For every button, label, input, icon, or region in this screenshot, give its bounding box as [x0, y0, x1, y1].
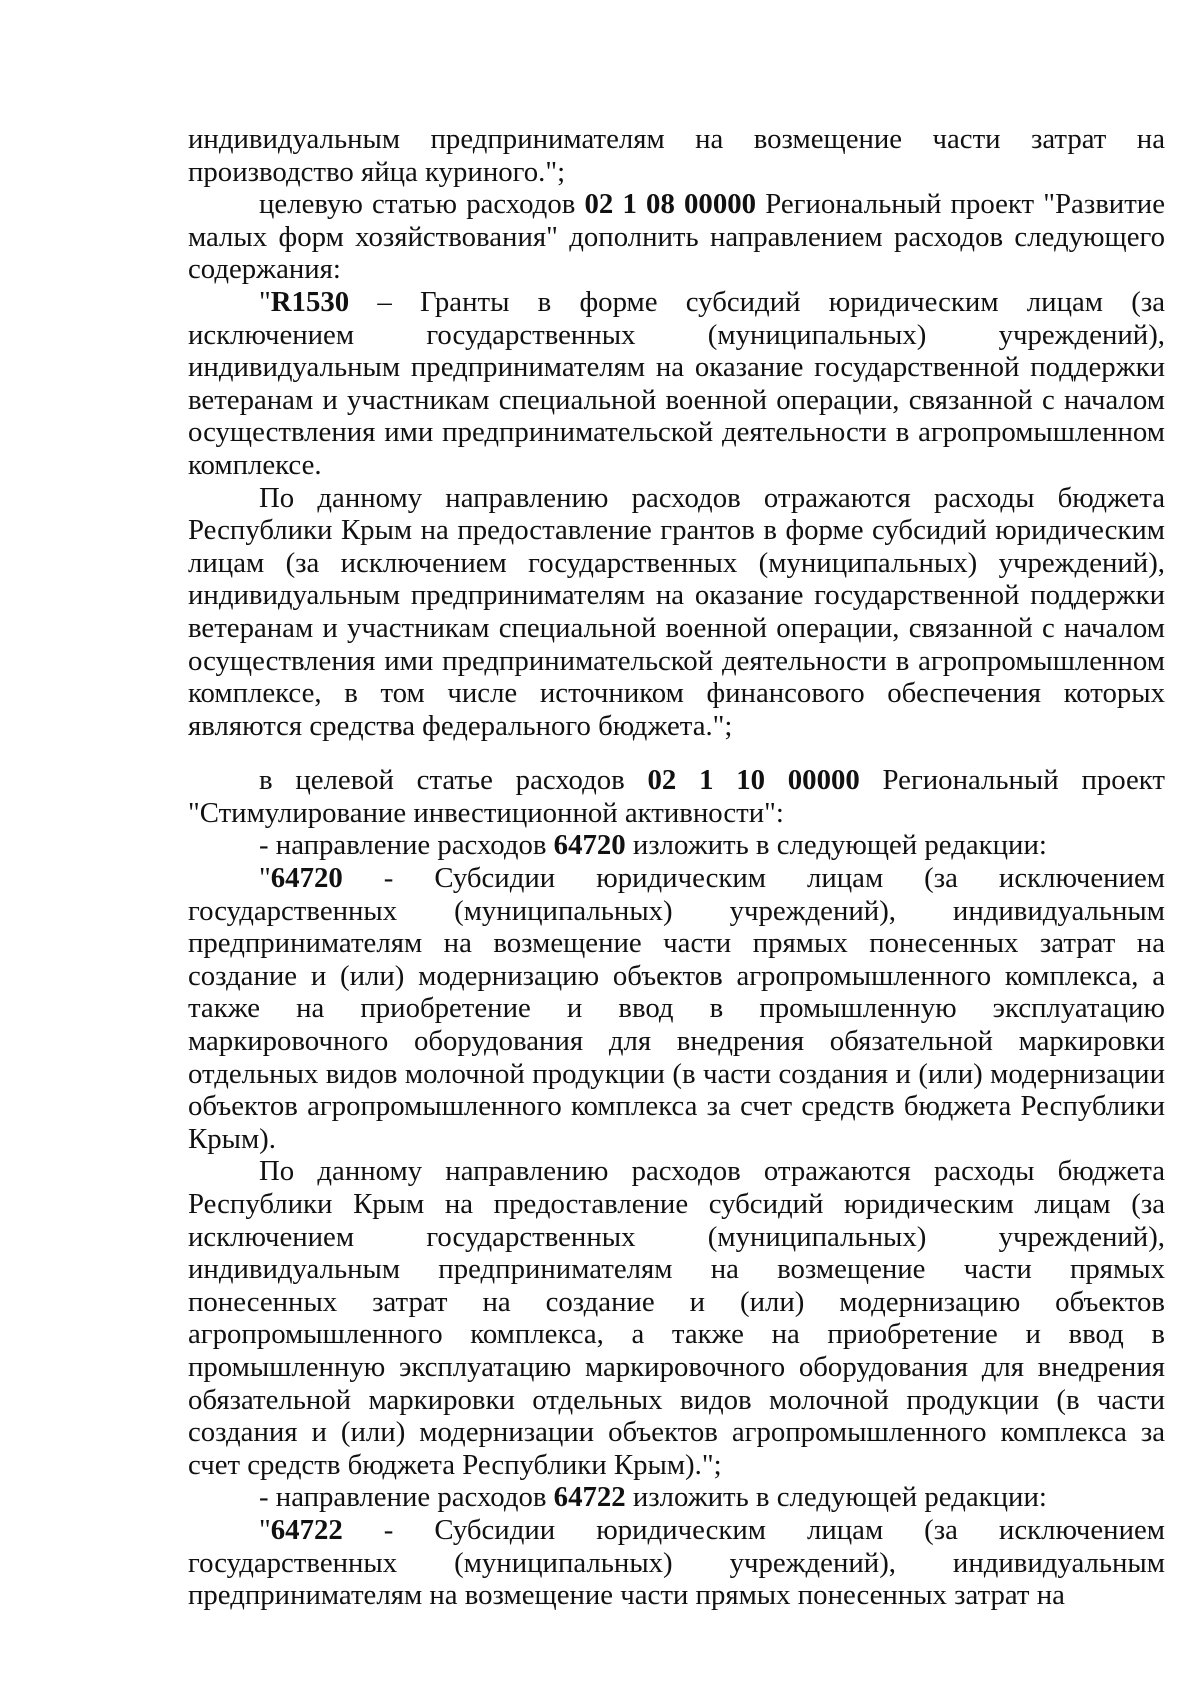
text-segment: - направление расходов [259, 1481, 554, 1514]
paragraph-direction-64720 [188, 862, 1165, 1155]
budget-code: 64720 [270, 862, 343, 895]
text-segment: - направление расходов [259, 829, 554, 862]
paragraph-64720-description: По данному направлению расходов отражаются расходы бюджета Республики Крым на предоставление субсидий юридическим лицам (за исключением государственных (муниципальных) учреждений), индивидуальным предпринимателям на возмещение части прямых понесенных затрат на создание и (или) модернизацию объектов агропромышленного комплекса, а также на приобретение и ввод в промышленную эксплуатацию маркировочного оборудования для внедрения обязательной маркировки отдельных видов молочной продукции (в части создания и (или) модернизации объектов агропромышленного комплекса за счет средств бюджета Республики Крым)."; [188, 1155, 1165, 1481]
text-segment: Региональный проект "Стимулирование инвестиционной активности": [188, 764, 1165, 829]
budget-code: 64722 [270, 1513, 343, 1546]
paragraph-amend-64722 [188, 1481, 1165, 1514]
paragraph-r1530-description: По данному направлению расходов отражаются расходы бюджета Республики Крым на предоставление грантов в форме субсидий юридическим лицам (за исключением государственных (муниципальных) учреждений), индивидуальным предпринимателям на оказание государственной поддержки ветеранам и участникам специальной военной операции, связанной с началом осуществления ими предпринимательской деятельности в агропромышленном комплексе, в том числе источником финансового обеспечения которых являются средства федерального бюджета."; [188, 481, 1165, 742]
paragraph-direction-64722 [188, 1514, 1165, 1612]
budget-code: 64722 [553, 1481, 626, 1514]
text-segment: - Субсидии юридическим лицам (за исключением государственных (муниципальных) учреждений), индивидуальным предпринимателям на возмещение части прямых понесенных затрат на [188, 1513, 1165, 1612]
text-segment: в целевой статье расходов [259, 764, 648, 797]
text-segment: целевую статью расходов [259, 188, 585, 221]
paragraph-spacer [188, 742, 1165, 764]
budget-code: 64720 [553, 829, 626, 862]
paragraph-direction-r1530 [188, 286, 1165, 482]
paragraph-target-article-02-1-08 [188, 188, 1165, 286]
quote-mark: " [259, 1513, 271, 1546]
budget-code: 02 1 08 00000 [584, 188, 757, 221]
text-segment: изложить в следующей редакции: [625, 829, 1047, 862]
document-page [188, 123, 1165, 1612]
text-segment: – Гранты в форме субсидий юридическим лицам (за исключением государственных (муниципальных) учреждений), индивидуальным предпринимателям на оказание государственной поддержки ветеранам и участникам специальной военной операции, связанной с началом осуществления ими предпринимательской деятельности в агропромышленном комплексе. [188, 285, 1165, 481]
paragraph-continuation: индивидуальным предпринимателям на возмещение части затрат на производство яйца куриного."; [188, 123, 1165, 188]
quote-mark: " [259, 285, 271, 318]
paragraph-target-article-02-1-10 [188, 764, 1165, 829]
text-segment: Региональный проект "Развитие малых форм хозяйствования" дополнить направлением расходов следующего содержания: [188, 188, 1165, 286]
paragraph-amend-64720 [188, 829, 1165, 862]
budget-code: 02 1 10 00000 [647, 764, 860, 797]
text-segment: изложить в следующей редакции: [625, 1481, 1047, 1514]
text-segment: - Субсидии юридическим лицам (за исключением государственных (муниципальных) учреждений), индивидуальным предпринимателям на возмещение части прямых понесенных затрат на создание и (или) модернизацию объектов агропромышленного комплекса, а также на приобретение и ввод в промышленную эксплуатацию маркировочного оборудования для внедрения обязательной маркировки отдельных видов молочной продукции (в части создания и (или) модернизации объектов агропромышленного комплекса за счет средств бюджета Республики Крым). [188, 862, 1165, 1155]
quote-mark: " [259, 862, 271, 895]
budget-code: R1530 [270, 285, 350, 318]
